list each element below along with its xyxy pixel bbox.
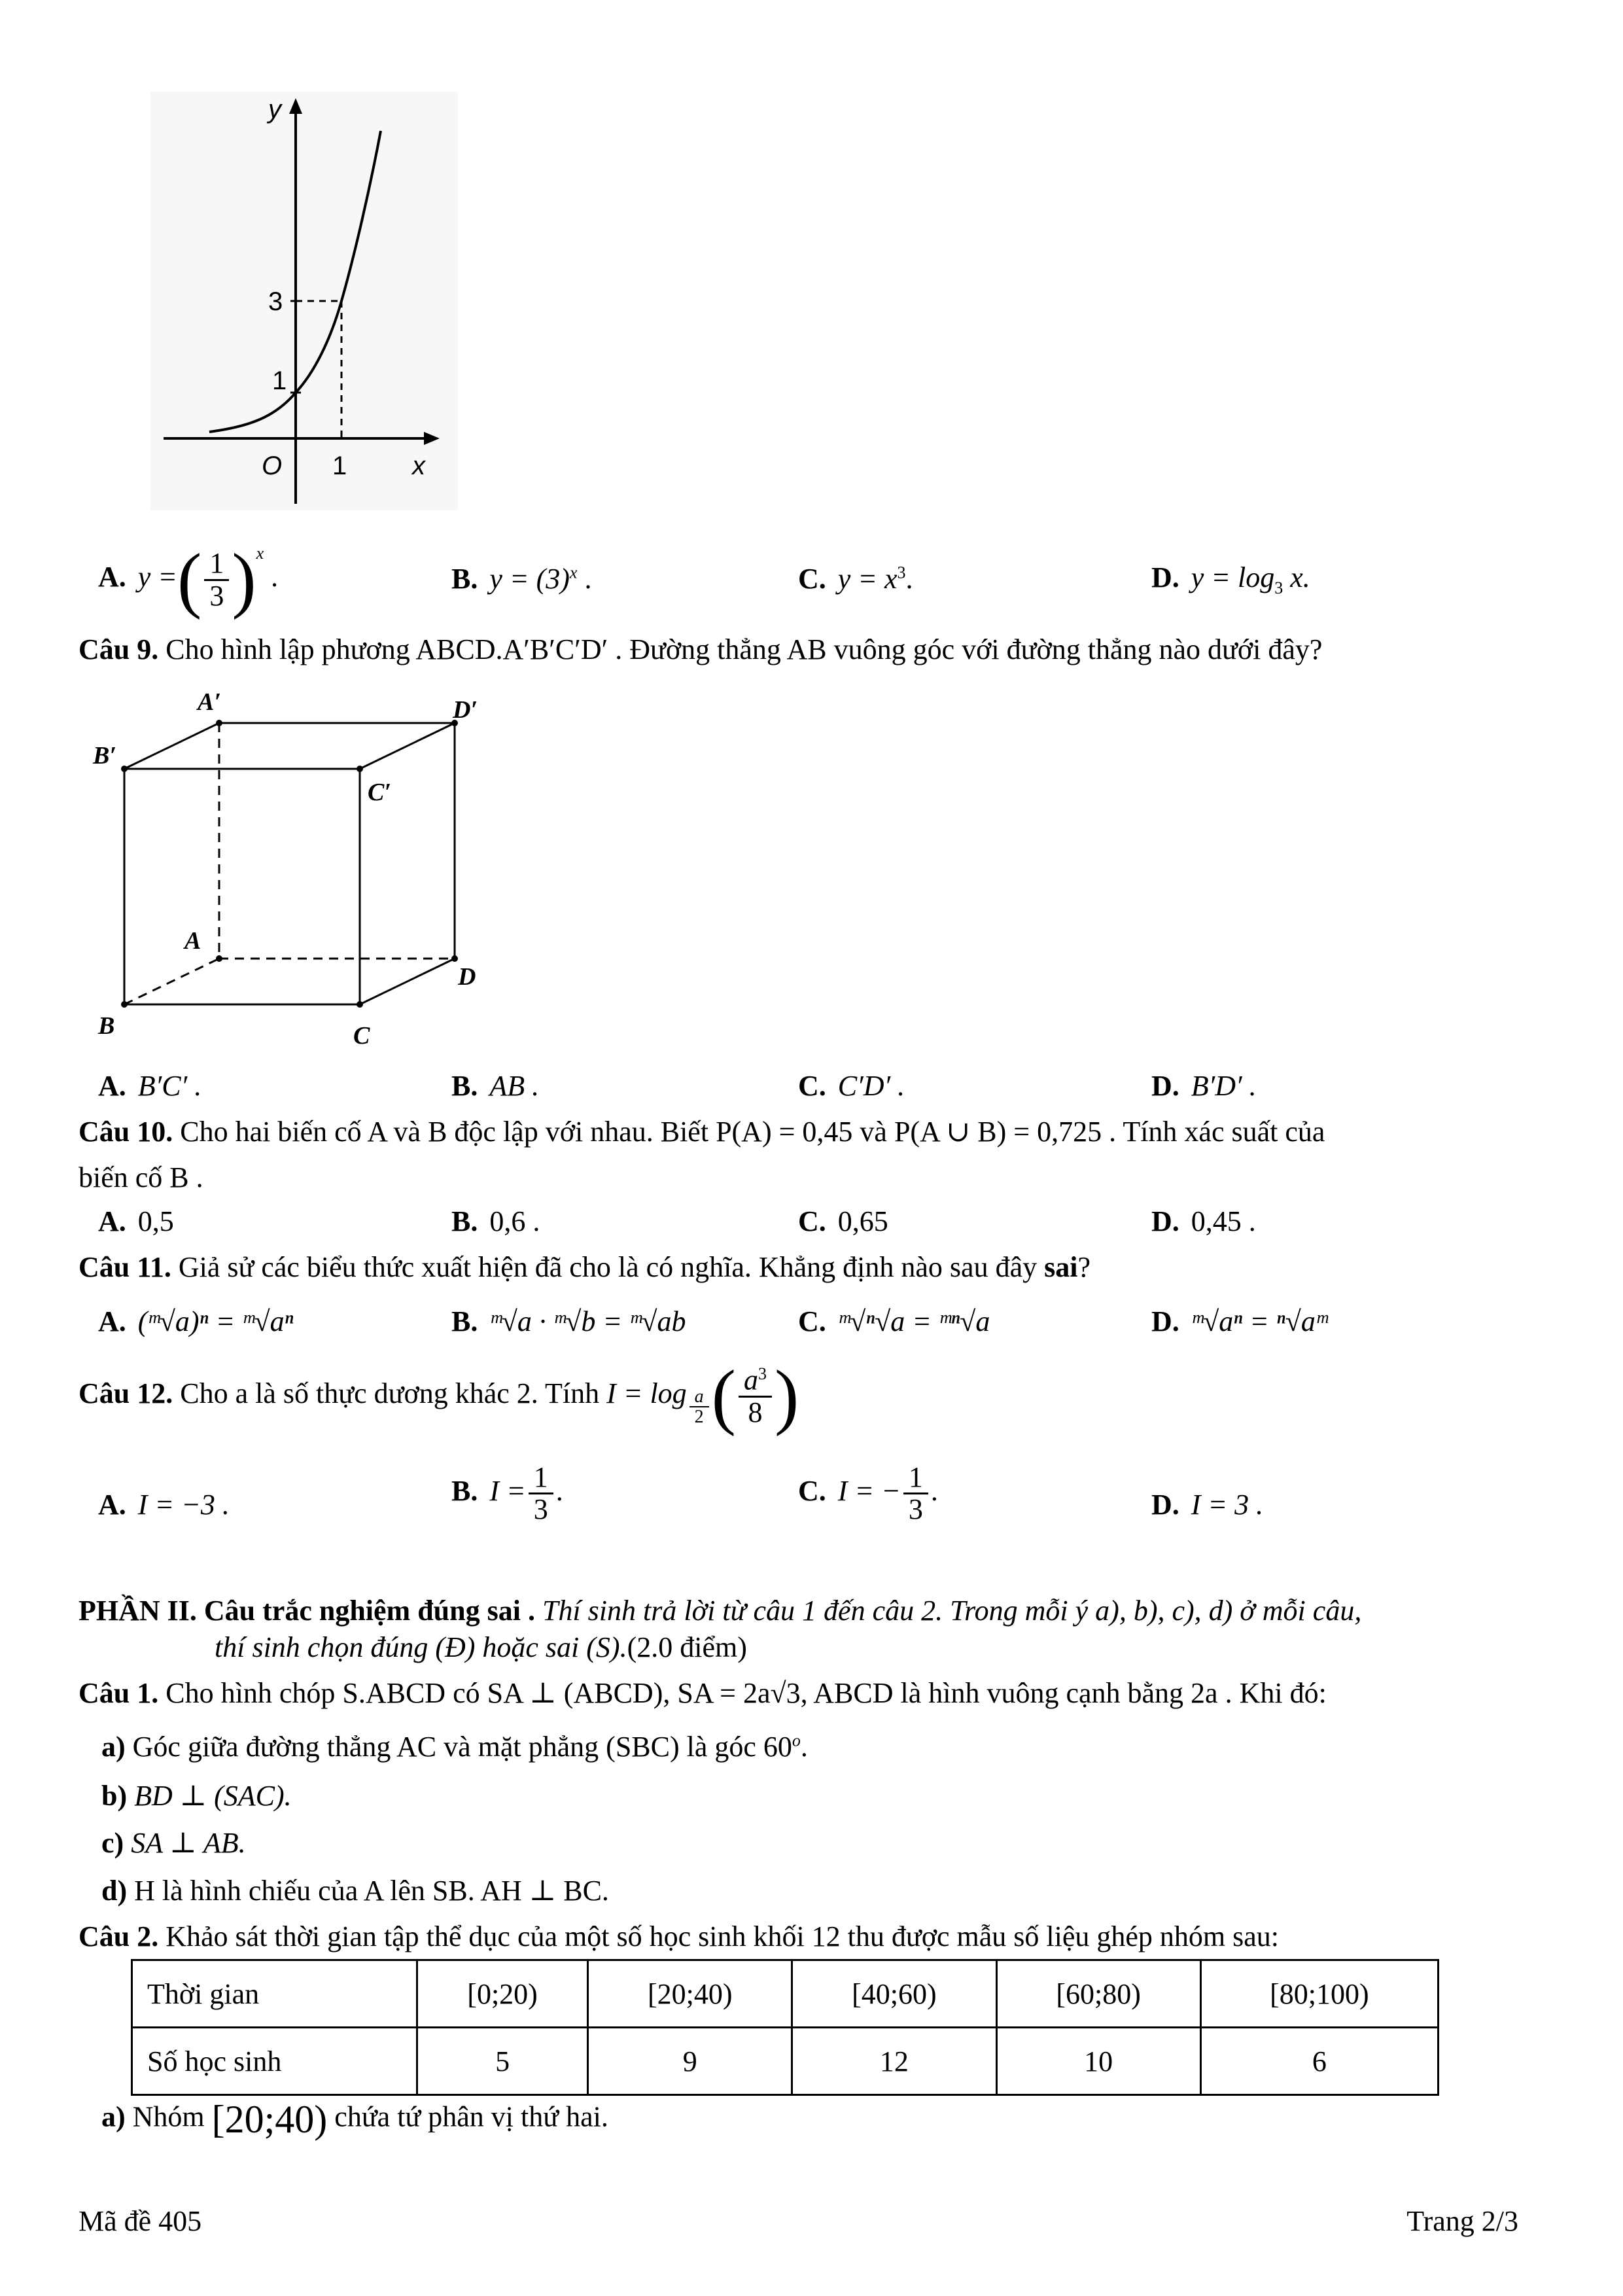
footer-page-number: Trang 2/3: [1406, 2205, 1518, 2237]
tick-x-1: 1: [332, 451, 347, 480]
q12-stem: Câu 12. Cho a là số thực dương khác 2. Tính I = log $\frac{a}{2}$ ( $\frac{a^3}{8}$ ): [79, 1356, 799, 1437]
p2q1-stem: Câu 1. Cho hình chóp S.ABCD có SA ⊥ (ABCD), SA = 2a√3, ABCD là hình vuông cạnh bằng 2a . Khi đó:: [79, 1677, 1327, 1709]
table-header-cell: [40;60): [792, 1960, 996, 2028]
vertex-d1: D′: [453, 696, 478, 724]
q9-option-b[interactable]: B. AB .: [451, 1070, 540, 1102]
tick-y-3: 3: [268, 287, 283, 316]
q10-option-c[interactable]: C. 0,65: [798, 1205, 888, 1237]
q8-option-d[interactable]: D. $y = \log_3 x$.: [1151, 561, 1310, 597]
frequency-table: [131, 1959, 1439, 2096]
cube-figure: [85, 690, 510, 1057]
exponential-graph: [150, 92, 458, 510]
q11-option-a[interactable]: A. (ᵐ√a)ⁿ = ᵐ√aⁿ: [98, 1305, 294, 1337]
table-row: [132, 1960, 1439, 2028]
q10-option-d[interactable]: D. 0,45 .: [1151, 1205, 1256, 1237]
p2q1-item-c[interactable]: c) SA ⊥ AB.: [101, 1827, 246, 1859]
table-header-cell: [60;80): [996, 1960, 1200, 2028]
table-header-cell: [80;100): [1200, 1960, 1438, 2028]
table-header-cell: [20;40): [588, 1960, 792, 2028]
table-cell: 6: [1200, 2028, 1438, 2095]
label-origin: O: [262, 451, 283, 480]
q8-option-b[interactable]: B. $y = (3)^x$ .: [451, 563, 592, 595]
vertex-d: D: [458, 963, 476, 991]
vertex-a1: A′: [198, 690, 222, 716]
table-header-cell: Thời gian: [132, 1960, 417, 2028]
q9-option-c[interactable]: C. C′D′ .: [798, 1070, 905, 1102]
q11-option-b[interactable]: B. ᵐ√a · ᵐ√b = ᵐ√ab: [451, 1305, 686, 1337]
q10-option-a[interactable]: A. 0,5: [98, 1205, 174, 1237]
table-cell: 9: [588, 2028, 792, 2095]
table-cell: Số học sinh: [132, 2028, 417, 2095]
label-x: x: [412, 451, 425, 480]
q10-stem-line2: biến cố B .: [79, 1161, 203, 1193]
q10-option-b[interactable]: B. 0,6 .: [451, 1205, 540, 1237]
part2-heading: PHẦN II. Câu trắc nghiệm đúng sai . Thí sinh trả lời từ câu 1 đến câu 2. Trong mỗi ý a), b), c), d) ở mỗi câu,: [79, 1595, 1362, 1627]
q12-option-d[interactable]: D. I = 3 .: [1151, 1489, 1264, 1521]
vertex-b1: B′: [93, 742, 117, 769]
tick-y-1: 1: [272, 366, 287, 395]
label-y: y: [268, 95, 281, 124]
q12-option-a[interactable]: A. I = −3 .: [98, 1489, 230, 1521]
part2-heading-line2: thí sinh chọn đúng (Đ) hoặc sai (S).(2.0 điểm): [215, 1631, 747, 1663]
p2q1-item-d[interactable]: d) H là hình chiếu của A lên SB. AH ⊥ BC.: [101, 1875, 609, 1907]
table-cell: 5: [417, 2028, 588, 2095]
vertex-b: B: [98, 1012, 115, 1040]
table-cell: 12: [792, 2028, 996, 2095]
q11-option-d[interactable]: D. ᵐ√aⁿ = ⁿ√aᵐ: [1151, 1305, 1328, 1337]
vertex-c: C: [353, 1022, 370, 1050]
p2q2-item-a[interactable]: a) Nhóm [20;40) chứa tứ phân vị thứ hai.: [101, 2098, 608, 2141]
p2q1-item-a[interactable]: a) Góc giữa đường thẳng AC và mặt phẳng (SBC) là góc 60$^o$.: [101, 1731, 808, 1763]
q12-option-c[interactable]: C. I = − $\frac{1}{3}$ .: [798, 1461, 938, 1526]
vertex-a: A: [184, 927, 201, 955]
q8-option-a[interactable]: A. y =( $\frac{1}{3}$ )$^x$ .: [98, 539, 279, 620]
q9-option-d[interactable]: D. B′D′ .: [1151, 1070, 1257, 1102]
q9-option-a[interactable]: A. B′C′ .: [98, 1070, 202, 1102]
footer-exam-code: Mã đề 405: [79, 2205, 202, 2237]
table-row: [132, 2028, 1439, 2095]
table-header-cell: [0;20): [417, 1960, 588, 2028]
p2q2-stem: Câu 2. Khảo sát thời gian tập thể dục của một số học sinh khối 12 thu được mẫu số liệu ghép nhóm sau:: [79, 1920, 1280, 1952]
q10-stem-line1: Câu 10. Cho hai biến cố A và B độc lập với nhau. Biết P(A) = 0,45 và P(A ∪ B) = 0,725 . Tính xác suất của: [79, 1116, 1325, 1148]
table-cell: 10: [996, 2028, 1200, 2095]
q9-stem: Câu 9. Cho hình lập phương ABCD.A′B′C′D′ . Đường thẳng AB vuông góc với đường thẳng nào dưới đây?: [79, 633, 1323, 665]
q11-option-c[interactable]: C. ᵐ√ⁿ√a = ᵐⁿ√a: [798, 1305, 990, 1337]
p2q1-item-b[interactable]: b) BD ⊥ (SAC).: [101, 1780, 292, 1812]
vertex-c1: C′: [368, 779, 392, 806]
q11-stem: Câu 11. Giả sử các biểu thức xuất hiện đã cho là có nghĩa. Khẳng định nào sau đây sai?: [79, 1251, 1091, 1283]
q8-option-c[interactable]: C. $y = x^3$.: [798, 563, 913, 595]
q12-option-b[interactable]: B. I = $\frac{1}{3}$ .: [451, 1461, 563, 1526]
